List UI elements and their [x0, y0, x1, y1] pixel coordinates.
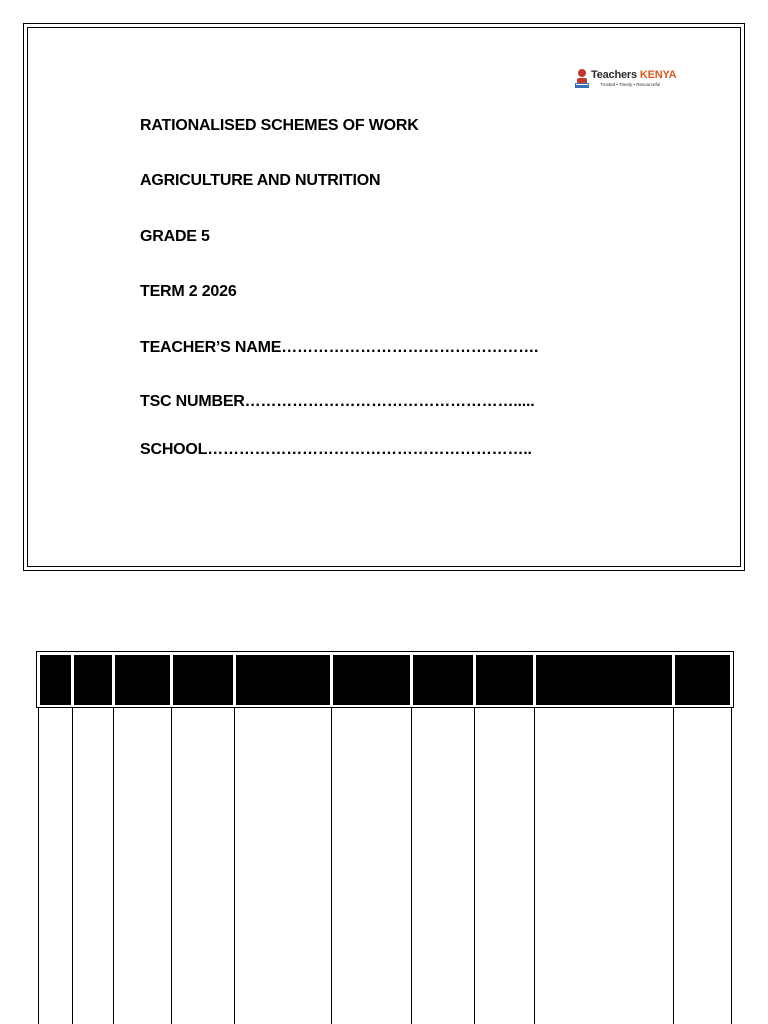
table-header-cell: [74, 655, 112, 705]
teacher-name-blank: ………………………………………….: [281, 339, 539, 356]
tsc-number-blank: …………………………………………….....: [244, 393, 535, 410]
table-column-line: [331, 708, 332, 1024]
document-title: RATIONALISED SCHEMES OF WORK: [140, 117, 419, 134]
table-column-line: [38, 708, 39, 1024]
table-column-line: [171, 708, 172, 1024]
table-column-line: [72, 708, 73, 1024]
table-header-cell: [536, 655, 672, 705]
school-label: SCHOOL: [140, 441, 208, 458]
table-column-line: [113, 708, 114, 1024]
table-header-cell: [333, 655, 410, 705]
table-header-cell: [413, 655, 473, 705]
table-header-cell: [675, 655, 730, 705]
teacher-icon: [574, 68, 590, 90]
table-column-line: [534, 708, 535, 1024]
table-column-line: [411, 708, 412, 1024]
table-header-cell: [173, 655, 233, 705]
table-column-line: [673, 708, 674, 1024]
teacher-name-label: TEACHER’S NAME: [140, 339, 282, 356]
logo-word-kenya: KENYA: [639, 69, 677, 81]
table-header-cell: [40, 655, 71, 705]
term-line: TERM 2 2026: [140, 283, 237, 300]
scheme-table: [36, 651, 734, 1024]
logo-tagline: Trusted • Timely • Resourceful: [600, 82, 661, 87]
table-column-line: [474, 708, 475, 1024]
school-field: [140, 441, 532, 459]
cover-border-inner: [27, 27, 741, 567]
table-header-cell: [115, 655, 170, 705]
subject-line: AGRICULTURE AND NUTRITION: [140, 172, 381, 189]
logo-wordmark: [591, 69, 676, 81]
table-header-cell: [476, 655, 533, 705]
school-blank: ……………………………………………………..: [207, 441, 532, 458]
table-header-cell: [236, 655, 330, 705]
table-column-line: [731, 708, 732, 1024]
grade-line: GRADE 5: [140, 228, 210, 245]
table-column-line: [234, 708, 235, 1024]
teacher-name-field: [140, 339, 538, 357]
tsc-number-label: TSC NUMBER: [140, 393, 245, 410]
teachers-kenya-logo: [574, 68, 690, 92]
tsc-number-field: [140, 393, 535, 411]
logo-word-teachers: Teachers: [591, 69, 637, 81]
